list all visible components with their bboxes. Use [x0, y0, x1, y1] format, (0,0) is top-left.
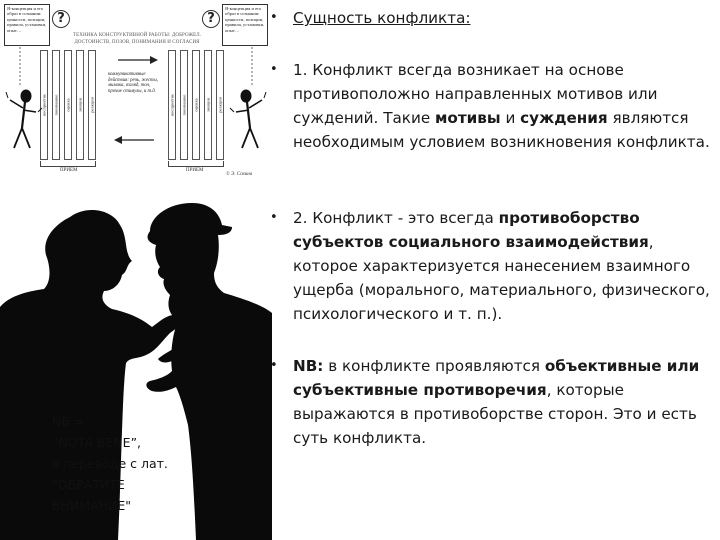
left-column: восприятие	[40, 50, 48, 160]
bullet-point-nb: • NB: в конфликте проявляются объективные или субъективные противоречия, которые выражаются в противоборстве сторон. Это и есть суть конфликта.	[270, 354, 718, 450]
left-concept-box: Я-концепция и его образ в сознании: ценности, позиции, правила, установки, опыт…	[4, 4, 50, 46]
diagram-caption-1: ТЕХНИКА КОНСТРУКТИВНОЙ РАБОТЫ: ДОБРОЖЕЛ.	[72, 33, 202, 38]
right-stick-figure-icon	[230, 90, 266, 148]
right-column: оценка	[192, 50, 200, 160]
bullet-marker: •	[270, 210, 278, 225]
bullet-point-1: • 1. Конфликт всегда возникает на основе противоположно направленных мотивов или суждений. Такие мотивы и суждения являются необходимым условием возникновения конфликта.	[270, 58, 718, 154]
left-arrow-icon	[114, 136, 154, 144]
section-title: Сущность конфликта:	[293, 9, 471, 27]
right-bottom-label: ПРИЁМ	[186, 168, 204, 173]
bullet-point-2: • 2. Конфликт - это всегда противоборство субъектов социального взаимодействия, которое характеризуется нанесением взаимного ущерба (морального, материального, физического, психологического и т. п.).	[270, 206, 718, 326]
author-mark: © Э. Сохина	[226, 172, 253, 177]
conflict-diagram	[0, 0, 272, 182]
left-column: реакция	[88, 50, 96, 160]
bullet-essence	[270, 6, 718, 30]
diagram-caption-2: ДОСТОИНСТВ, ПОЗОВ, ПОНИМАНИЯ И СОГЛАСИЯ	[74, 40, 200, 45]
bullet-marker: •	[270, 10, 278, 25]
right-question-mark: ?	[202, 10, 220, 28]
nb-line: "ОБРАТИТЕ	[52, 477, 125, 492]
nb-note	[52, 411, 222, 516]
diagram-drawing	[0, 0, 272, 182]
right-arrow-icon	[118, 56, 158, 64]
right-column: понимание	[180, 50, 188, 160]
bullet-marker: •	[270, 358, 278, 373]
right-concept-box: Я-концепция и его образ в сознании: ценности, позиции, правила, установки, опыт…	[222, 4, 268, 46]
left-question-mark: ?	[52, 10, 70, 28]
left-column: понимание	[52, 50, 60, 160]
right-column: восприятие	[168, 50, 176, 160]
communication-note: коммуникативные действия: речь, жесты, мимика, взгляд, тон, прочие стимулы, и т.д.	[108, 72, 158, 94]
nb-line: “NOTA BENE”,	[52, 435, 142, 450]
nb-line: NB =	[52, 414, 85, 429]
nb-line: в переводе с лат.	[52, 456, 168, 471]
right-column: эмоции	[204, 50, 212, 160]
left-column: эмоции	[76, 50, 84, 160]
right-column: реакция	[216, 50, 224, 160]
left-stick-figure-icon	[6, 90, 42, 148]
left-bottom-label: ПРИЁМ	[60, 168, 78, 173]
left-column: оценка	[64, 50, 72, 160]
bullet-marker: •	[270, 62, 278, 77]
nb-line: ВНИМАНИЕ"	[52, 498, 132, 513]
